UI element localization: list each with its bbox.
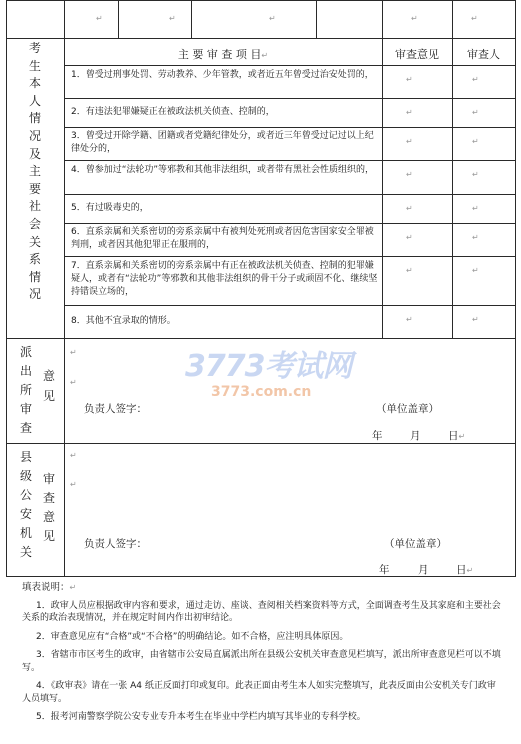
empty-cell-mark: ↵	[472, 137, 479, 146]
label-character: 关	[28, 234, 41, 249]
row-divider	[64, 194, 516, 195]
table-border-right	[515, 0, 516, 577]
section-label-police-opinion	[39, 366, 59, 406]
empty-cell-mark: ↵	[406, 170, 413, 179]
label-character: 考	[28, 41, 41, 55]
review-item-4: 4．曾参加过“法轮功”等邪教和其他非法组织，或者带有黑社会性质组织的，	[71, 165, 375, 175]
column-divider	[316, 0, 317, 38]
label-character: 情	[28, 269, 41, 284]
review-item-6: 6．直系亲属和关系密切的旁系亲属中有被判处死刑或者因危害国家安全罪被判刑，或者因其他犯罪正在服刑的，	[71, 227, 374, 250]
label-character: 所	[19, 383, 32, 397]
police-signer-label: 负责人签字：	[84, 403, 147, 415]
review-item-2: 2．有违法犯罪嫌疑正在被政法机关侦查、控制的，	[71, 107, 275, 117]
label-character: 查	[42, 491, 55, 505]
empty-cell-mark: ↵	[472, 170, 479, 179]
watermark-logo-text: 3773考试网	[185, 349, 352, 384]
column-divider	[118, 0, 119, 38]
section-label-county-opinion	[39, 470, 59, 546]
instruction-item: 5．报考河南警察学院公安专业专升本考生在毕业中学栏内填写其毕业的专科学校。	[36, 712, 366, 722]
review-item-7: 7．直系亲属和关系密切的旁系亲属中有正在被政法机关侦查、控制的犯罪嫌疑人，或者有“法轮功”等邪教和其他非法组织的骨干分子或顽固不化、继续坚持错误立场的，	[71, 261, 378, 297]
empty-cell-mark: ↵	[406, 75, 413, 84]
row-divider	[6, 38, 516, 39]
label-character: 生	[28, 58, 41, 73]
label-character: 安	[19, 507, 32, 521]
label-character: 况	[28, 287, 41, 302]
instruction-item: 3．省辖市市区考生的政审，由省辖市公安局直属派出所在县级公安机关审查意见栏填写，派出所审查意见栏可以不填写。	[22, 650, 501, 673]
label-character: 审	[42, 472, 55, 486]
empty-cell-mark: ↵	[472, 315, 479, 324]
empty-cell-mark: ↵	[472, 266, 479, 275]
items-header: 主 要 审 查 项 目↵	[177, 48, 269, 61]
return-mark: ↵	[96, 14, 103, 23]
label-character: 见	[42, 529, 55, 543]
label-character: 意	[42, 510, 55, 524]
instruction-item: 2．审查意见应有“合格”或“不合格”的明确结论。如不合格，应注明具体原因。	[36, 631, 349, 642]
return-mark: ↵	[70, 480, 77, 489]
row-divider	[64, 256, 516, 257]
label-character: 要	[28, 181, 41, 196]
empty-cell-mark: ↵	[472, 204, 479, 213]
review-item-3: 3．曾受过开除学籍、团籍或者党籍纪律处分，或者近三年曾受过记过以上纪律处分的，	[71, 131, 374, 154]
return-mark: ↵	[269, 14, 276, 23]
empty-cell-mark: ↵	[406, 233, 413, 242]
table-border-top	[6, 0, 516, 1]
label-character: 县	[19, 450, 32, 464]
return-mark: ↵	[471, 14, 478, 23]
row-divider	[64, 305, 516, 306]
row-divider	[6, 338, 516, 339]
empty-cell-mark: ↵	[472, 233, 479, 242]
label-character: 机	[19, 526, 32, 540]
site-watermark	[185, 350, 355, 420]
empty-cell-mark: ↵	[406, 315, 413, 324]
table-border-left	[6, 0, 7, 577]
police-stamp-label: （单位盖章）	[376, 403, 439, 415]
county-date-year: 年	[379, 564, 390, 576]
row-divider	[64, 127, 516, 128]
label-character: 级	[19, 469, 32, 483]
label-character: 查	[19, 421, 32, 435]
empty-cell-mark: ↵	[406, 108, 413, 117]
label-character: 系	[28, 252, 41, 267]
label-character: 及	[28, 146, 41, 161]
empty-cell-mark: ↵	[406, 204, 413, 213]
reviewer-header: 审查人	[467, 48, 500, 61]
label-character: 意	[42, 369, 55, 383]
section-label-police-station	[16, 343, 36, 438]
review-item-1: 1．曾受过刑事处罚、劳动教养、少年管教，或者近五年曾受过治安处罚的，	[71, 70, 374, 80]
review-item-5: 5．有过吸毒史的，	[71, 203, 149, 213]
instruction-item: 1．政审人员应根据政审内容和要求，通过走访、座谈、查阅相关档案资料等方式，全面调查考生及其家庭和主要社会关系的政治表现情况，并在规定时间内作出初审结论。	[22, 600, 501, 623]
return-mark: ↵	[70, 451, 77, 460]
instructions-title: 填表说明：↵	[22, 582, 77, 593]
instruction-item: 4．《政审表》请在一张 A4 纸正反面打印或复印。此表正面由考生本人如实完整填写，此表反面由公安机关专门政审人员填写。	[22, 681, 496, 704]
label-character: 见	[42, 389, 55, 403]
police-date-month: 月	[410, 430, 421, 442]
police-date-day: 日↵	[448, 430, 466, 442]
review-form-table	[6, 0, 516, 576]
county-stamp-label: （单位盖章）	[384, 538, 447, 550]
label-character: 社	[28, 199, 41, 214]
label-character: 情	[28, 111, 41, 126]
watermark-url: 3773.com.cn	[211, 384, 312, 400]
empty-cell-mark: ↵	[406, 266, 413, 275]
empty-cell-mark: ↵	[472, 108, 479, 117]
return-mark: ↵	[411, 14, 418, 23]
label-character: 审	[19, 402, 32, 416]
label-character: 关	[19, 545, 32, 559]
label-character: 人	[28, 93, 41, 108]
row-divider	[64, 160, 516, 161]
return-mark: ↵	[70, 348, 77, 357]
empty-cell-mark: ↵	[472, 75, 479, 84]
section-label-candidate-relations	[24, 40, 46, 304]
row-divider	[64, 98, 516, 99]
police-date-year: 年	[372, 430, 383, 442]
label-character: 本	[28, 76, 41, 91]
county-date-day: 日↵	[456, 564, 474, 576]
row-divider	[6, 443, 516, 444]
fill-instructions	[22, 582, 502, 730]
return-mark: ↵	[169, 14, 176, 23]
label-character: 出	[19, 364, 32, 378]
label-character: 主	[28, 164, 41, 179]
label-character: 公	[19, 488, 32, 502]
section-label-county-police	[16, 448, 36, 562]
label-character: 派	[19, 345, 32, 359]
column-divider	[191, 0, 192, 38]
row-divider	[64, 65, 516, 66]
opinion-header: 审查意见	[395, 48, 439, 61]
label-character: 况	[28, 128, 41, 143]
return-mark: ↵	[70, 378, 77, 387]
row-divider	[64, 223, 516, 224]
label-character: 会	[28, 216, 41, 231]
county-date-month: 月	[418, 564, 429, 576]
review-item-8: 8．其他不宜录取的情形。	[71, 316, 176, 326]
empty-cell-mark: ↵	[406, 137, 413, 146]
table-border-bottom	[6, 576, 516, 577]
county-signer-label: 负责人签字：	[84, 538, 147, 550]
